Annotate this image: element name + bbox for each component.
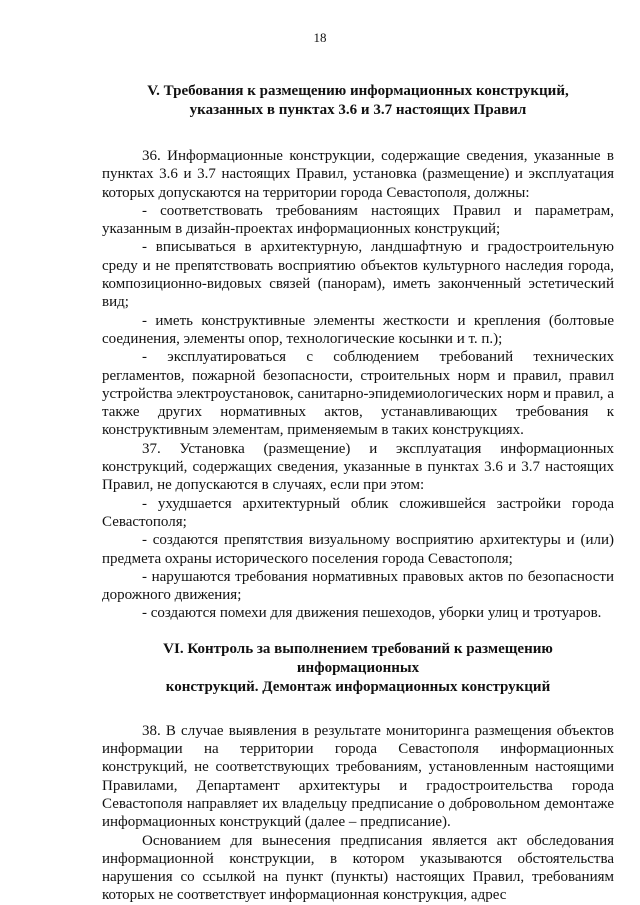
page-number: 18: [313, 30, 327, 45]
section-vi-heading: [102, 640, 614, 697]
list-item-37-4: - создаются помехи для движения пешеходов, уборки улиц и тротуаров.: [142, 605, 602, 622]
section-v-heading-line-1: V. Требования к размещению информационных конструкций,: [147, 83, 569, 99]
list-item-37-3: - нарушаются требования нормативных правовых актов по безопасности дорожного движения;: [102, 568, 614, 604]
section-v-heading-line-2: указанных в пунктах 3.6 и 3.7 настоящих Правил: [189, 102, 527, 118]
list-item-36-3: - иметь конструктивные элементы жесткости и крепления (болтовые соединения, элементы опор, технологические косынки и т. п.);: [102, 312, 614, 347]
list-item-37-2: - создаются препятствия визуальному восприятию архитектуры и (или) предмета охраны исторического поселения города Севастополя;: [102, 532, 614, 567]
list-item-36-1: - соответствовать требованиям настоящих Правил и параметрам, указанным в дизайн-проектах информационных конструкций;: [102, 202, 614, 238]
section-vi-body: [102, 722, 614, 905]
paragraph-37: 37. Установка (размещение) и эксплуатация информационных конструкций, содержащих сведения, указанные в пунктах 3.6 и 3.7 настоящих Правил, не допускаются в случаях, если при этом:: [102, 440, 614, 494]
section-vi-heading-line-2: конструкций. Демонтаж информационных конструкций: [165, 678, 551, 695]
list-item-36-4: - эксплуатироваться с соблюдением требований технических регламентов, пожарной безопасности, строительных норм и правил, правил устройства электроустановок, санитарно-эпидемиологических норм и правил, а также других нормативных актов, устанавливающих требования к конструктивным элементам, применяемым в таких конструкциях.: [102, 349, 614, 439]
list-item-37-1: - ухудшается архитектурный облик сложившейся застройки города Севастополя;: [102, 495, 614, 530]
paragraph-36: 36. Информационные конструкции, содержащие сведения, указанные в пунктах 3.6 и 3.7 настоящих Правил, установка (размещение) и эксплуатация которых допускаются на территории города Севастополя, должны:: [102, 148, 614, 201]
section-v-heading: [102, 82, 614, 120]
paragraph-38: 38. В случае выявления в результате мониторинга размещения объектов информации на территории города Севастополя информационных конструкций, не соответствующих требованиям, установленным настоящими Правилами, Департамент архитектуры и градостроительства города Севастополя направляет их владельцу предписание о добровольном демонтаже информационных конструкций (далее – предписание).: [102, 722, 614, 831]
section-vi-heading-line-1: VI. Контроль за выполнением требований к размещению информационных: [163, 640, 553, 676]
list-item-36-2: - вписываться в архитектурную, ландшафтную и градостроительную среду и не препятствовать восприятию объектов культурного наследия города, композиционно-видовых связей (панорам), иметь законченный эстетический вид;: [102, 239, 614, 311]
section-v-body: [102, 147, 614, 623]
paragraph-38-continued: Основанием для вынесения предписания является акт обследования информационной конструкции, в котором указываются обстоятельства нарушения со ссылкой на пункт (пункты) настоящих Правил, требованиям которых не соответствует информационная конструкция, адрес: [102, 832, 614, 904]
